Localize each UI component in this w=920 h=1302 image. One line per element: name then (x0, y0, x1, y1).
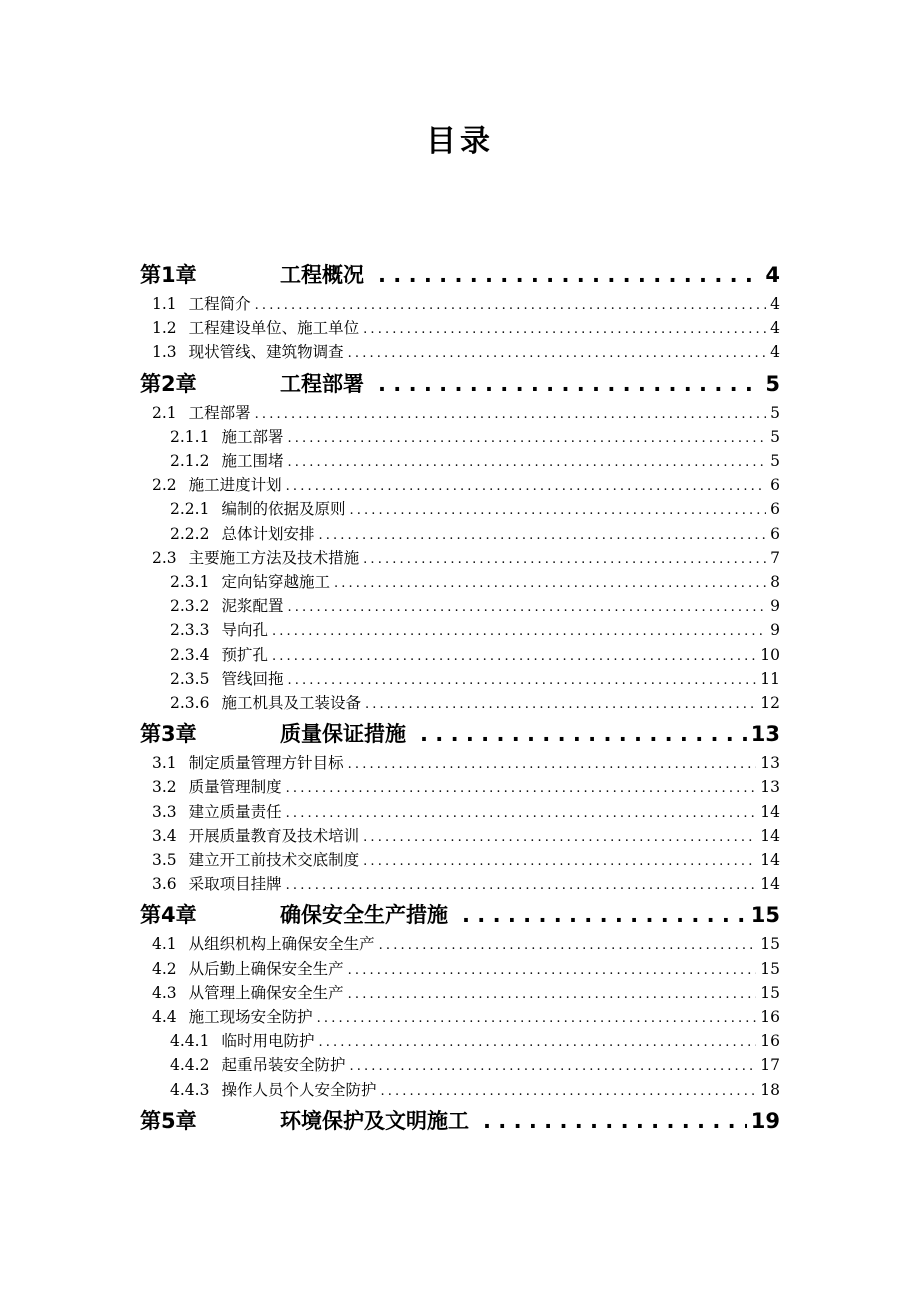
toc-entry-number: 2.2 (152, 476, 177, 495)
toc-dot-leader (349, 499, 766, 521)
toc-dot-leader (286, 777, 757, 799)
toc-dot-leader (287, 427, 766, 449)
toc-dot-leader (287, 669, 756, 691)
toc-entry-title: 从后勤上确保安全生产 (188, 959, 344, 978)
toc-chapter-entry[interactable] (140, 717, 780, 751)
toc-entry-number: 3.4 (152, 826, 177, 845)
toc-dot-leader (334, 572, 766, 594)
toc-section-entry[interactable] (152, 1005, 780, 1029)
toc-section-entry[interactable] (170, 497, 780, 521)
toc-entry-number: 2.2.2 (170, 524, 210, 543)
toc-page-number: 11 (760, 669, 780, 688)
toc-entry-title: 工程建设单位、施工单位 (188, 319, 360, 338)
toc-entry-number: 4.1 (152, 935, 177, 954)
toc-section-entry[interactable] (152, 981, 780, 1005)
toc-entry-number: 2.3.2 (170, 597, 210, 616)
toc-dot-leader (286, 802, 757, 824)
toc-page-number: 6 (770, 476, 780, 495)
toc-dot-leader (348, 959, 757, 981)
toc-section-entry[interactable] (152, 957, 780, 981)
toc-entry-number: 1.2 (152, 319, 177, 338)
toc-page-number: 13 (760, 754, 780, 773)
toc-section-entry[interactable] (170, 1029, 780, 1053)
toc-entry-number: 2.1 (152, 403, 177, 422)
toc-entry-number: 2.3.5 (170, 669, 210, 688)
toc-entry-title: 导向孔 (221, 621, 268, 640)
toc-page-number: 17 (760, 1056, 780, 1075)
toc-dot-leader (272, 620, 766, 642)
toc-entry-number: 4.4.2 (170, 1056, 210, 1075)
toc-entry-number: 2.2.1 (170, 500, 210, 519)
toc-entry-number: 2.3.3 (170, 621, 210, 640)
toc-page-number: 9 (770, 597, 780, 616)
toc-dot-leader (348, 983, 757, 1005)
toc-page-number: 15 (760, 959, 780, 978)
toc-page-number: 19 (750, 1108, 780, 1133)
toc-entry-number: 1.3 (152, 343, 177, 362)
toc-section-entry[interactable] (152, 473, 780, 497)
toc-entry-number: 2.3.6 (170, 694, 210, 712)
toc-page-number: 5 (770, 403, 780, 422)
toc-page-number: 15 (750, 903, 780, 928)
toc-entry-title: 环境保护及文明施工 (280, 1108, 469, 1133)
toc-page-number: 7 (770, 548, 780, 567)
toc-page-number: 15 (760, 935, 780, 954)
toc-entry-number: 第1章 (140, 263, 197, 287)
toc-section-entry[interactable] (152, 775, 780, 799)
toc-entry-title: 起重吊装安全防护 (221, 1056, 346, 1075)
toc-page-number: 4 (770, 343, 780, 362)
toc-section-entry[interactable] (152, 751, 780, 775)
toc-section-entry[interactable] (152, 848, 780, 872)
toc-entry-number: 第5章 (140, 1108, 197, 1133)
toc-page-number: 4 (770, 295, 780, 313)
toc-section-entry[interactable] (170, 691, 780, 715)
toc-dot-leader (348, 753, 757, 775)
toc-section-entry[interactable] (152, 292, 780, 316)
toc-entry-title: 工程简介 (188, 295, 251, 313)
toc-section-entry[interactable] (152, 340, 780, 364)
page-title: 目录 (426, 124, 494, 159)
toc-entry-number: 第4章 (140, 903, 197, 928)
toc-section-entry[interactable] (152, 800, 780, 824)
toc-page-number: 5 (770, 427, 780, 446)
toc-entry-title: 施工进度计划 (188, 476, 282, 495)
toc-chapter-entry[interactable] (140, 898, 780, 932)
toc-entry-number: 第2章 (140, 371, 197, 396)
toc-page-number: 6 (770, 500, 780, 519)
toc-page-number: 16 (760, 1008, 780, 1026)
toc-entry-title: 管线回拖 (221, 669, 284, 688)
toc-page-number: 14 (760, 802, 780, 821)
toc-dot-leader (287, 451, 766, 473)
toc-entry-title: 现状管线、建筑物调查 (188, 343, 344, 362)
toc-entry-title: 编制的依据及原则 (221, 500, 346, 519)
toc-page-number: 14 (760, 875, 780, 894)
toc-dot-leader (349, 1055, 756, 1077)
toc-section-entry[interactable] (170, 522, 780, 546)
toc-entry-title: 质量管理制度 (188, 778, 282, 797)
toc-section-entry[interactable] (170, 1078, 780, 1102)
toc-entry-title: 工程部署 (188, 403, 251, 422)
toc-chapter-entry[interactable] (140, 367, 780, 401)
toc-entry-title: 建立质量责任 (188, 802, 282, 821)
toc-entry-title: 质量保证措施 (280, 722, 406, 747)
toc-section-entry[interactable] (152, 872, 780, 896)
toc-entry-number: 3.3 (152, 802, 177, 821)
toc-dot-leader (287, 596, 766, 618)
toc-entry-title: 施工围堵 (221, 452, 284, 470)
toc-page-number: 15 (760, 983, 780, 1002)
toc-chapter-entry[interactable] (140, 1104, 780, 1138)
toc-dot-leader (462, 898, 747, 932)
toc-entry-title: 泥浆配置 (221, 597, 284, 616)
toc-section-entry[interactable] (152, 932, 780, 956)
toc-entry-title: 从管理上确保安全生产 (188, 983, 344, 1002)
toc-chapter-entry[interactable] (140, 258, 780, 292)
toc-dot-leader (363, 826, 756, 848)
toc-entry-number: 2.3.1 (170, 573, 210, 591)
toc-entry-number: 3.5 (152, 851, 177, 869)
toc-section-entry[interactable] (170, 425, 780, 449)
toc-section-entry[interactable] (170, 570, 780, 594)
toc-dot-leader (318, 1031, 756, 1053)
toc-section-entry[interactable] (152, 824, 780, 848)
toc-section-entry[interactable] (170, 618, 780, 642)
toc-dot-leader (378, 258, 761, 292)
toc-page-number: 10 (760, 645, 780, 664)
toc-entry-title: 施工现场安全防护 (188, 1008, 313, 1026)
toc-entry-number: 第3章 (140, 722, 197, 747)
toc-dot-leader (380, 1080, 756, 1102)
toc-dot-leader (363, 850, 756, 872)
toc-page-number: 13 (760, 778, 780, 797)
toc-dot-leader (363, 318, 766, 340)
toc-entry-number: 4.4 (152, 1008, 177, 1026)
toc-page-number: 13 (750, 722, 780, 747)
toc-entry-title: 建立开工前技术交底制度 (188, 851, 360, 869)
toc-entry-title: 制定质量管理方针目标 (188, 754, 344, 773)
toc-entry-title: 操作人员个人安全防护 (221, 1080, 377, 1099)
toc-section-entry[interactable] (170, 594, 780, 618)
toc-dot-leader (317, 1007, 757, 1029)
toc-entry-number: 4.2 (152, 959, 177, 978)
toc-entry-number: 3.2 (152, 778, 177, 797)
toc-entry-title: 从组织机构上确保安全生产 (188, 935, 375, 954)
toc-dot-leader (255, 403, 766, 425)
toc-entry-number: 2.1.2 (170, 452, 210, 470)
toc-entry-number: 2.1.1 (170, 427, 210, 446)
toc-page-number: 6 (770, 524, 780, 543)
toc-entry-title: 主要施工方法及技术措施 (188, 548, 360, 567)
toc-page-number: 14 (760, 826, 780, 845)
toc-section-entry[interactable] (170, 643, 780, 667)
toc-page-number: 4 (770, 319, 780, 338)
toc-dot-leader (378, 367, 761, 401)
toc-dot-leader (363, 548, 766, 570)
toc-entry-number: 2.3 (152, 548, 177, 567)
toc-dot-leader (286, 475, 766, 497)
toc-entry-title: 确保安全生产措施 (280, 903, 448, 928)
toc-entry-title: 工程概况 (280, 263, 364, 287)
toc-entry-title: 预扩孔 (221, 645, 268, 664)
toc-entry-number: 2.3.4 (170, 645, 210, 664)
toc-dot-leader (286, 874, 757, 896)
toc-page-number: 16 (760, 1032, 780, 1051)
toc-entry-title: 总体计划安排 (221, 524, 315, 543)
toc-page-number: 5 (770, 452, 780, 470)
toc-dot-leader (348, 342, 766, 364)
toc-entry-title: 开展质量教育及技术培训 (188, 826, 360, 845)
toc-entry-title: 施工机具及工装设备 (221, 694, 361, 712)
toc-entry-number: 4.4.1 (170, 1032, 210, 1051)
toc-entry-number: 3.6 (152, 875, 177, 894)
toc-page-number: 12 (760, 694, 780, 712)
toc-dot-leader (255, 294, 766, 316)
toc-entry-number: 1.1 (152, 295, 177, 313)
toc-page-number: 4 (765, 263, 780, 287)
toc-entry-number: 4.4.3 (170, 1080, 210, 1099)
toc-entry-title: 施工部署 (221, 427, 284, 446)
toc-page-number: 14 (760, 851, 780, 869)
toc-dot-leader (379, 934, 757, 956)
toc-page-number: 8 (770, 573, 780, 591)
toc-section-entry[interactable] (152, 546, 780, 570)
toc-page-number: 5 (765, 371, 780, 396)
toc-entry-number: 4.3 (152, 983, 177, 1002)
toc-dot-leader (483, 1104, 747, 1138)
toc-entry-title: 工程部署 (280, 371, 364, 396)
toc-section-entry[interactable] (170, 1053, 780, 1077)
toc-entry-number: 3.1 (152, 754, 177, 773)
toc-dot-leader (318, 524, 766, 546)
toc-dot-leader (420, 717, 747, 751)
toc-entry-title: 采取项目挂牌 (188, 875, 282, 894)
toc-section-entry[interactable] (152, 316, 780, 340)
toc-section-entry[interactable] (170, 667, 780, 691)
toc-section-entry[interactable] (170, 449, 780, 473)
toc-entry-title: 临时用电防护 (221, 1032, 315, 1051)
toc-dot-leader (365, 693, 756, 715)
toc-dot-leader (272, 645, 756, 667)
toc-page-number: 18 (760, 1080, 780, 1099)
toc-page-number: 9 (770, 621, 780, 640)
toc-section-entry[interactable] (152, 401, 780, 425)
toc-entry-title: 定向钻穿越施工 (221, 573, 330, 591)
